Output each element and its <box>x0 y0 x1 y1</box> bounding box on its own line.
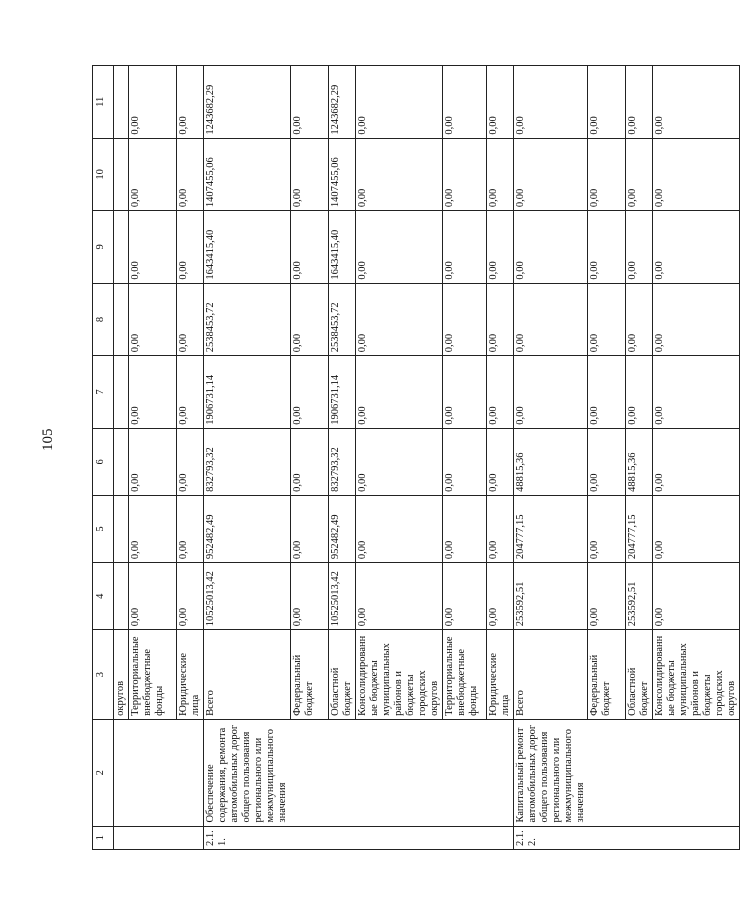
value-cell: 952482,49 <box>204 495 291 562</box>
value-cell: 0,00 <box>588 66 626 139</box>
source-cell: Территориальные внебюджетные фонды <box>442 630 486 720</box>
value-cell: 0,00 <box>653 66 740 139</box>
value-cell: 0,00 <box>129 283 177 356</box>
value-cell: 0,00 <box>355 428 442 495</box>
row-name-cell <box>177 719 204 826</box>
value-cell: 204777,15 <box>513 495 588 562</box>
table-row <box>355 66 442 850</box>
table-row <box>177 66 204 850</box>
value-cell: 253592,51 <box>626 563 653 630</box>
value-cell: 0,00 <box>588 428 626 495</box>
value-cell <box>114 283 129 356</box>
table-row <box>486 66 513 850</box>
row-id-cell <box>290 826 328 849</box>
row-name-cell <box>290 719 328 826</box>
value-cell: 0,00 <box>486 211 513 284</box>
header-cell: 5 <box>93 495 114 562</box>
source-cell: Юридические лица <box>486 630 513 720</box>
value-cell <box>114 428 129 495</box>
table-body <box>114 66 740 850</box>
value-cell: 0,00 <box>442 563 486 630</box>
value-cell: 0,00 <box>129 66 177 139</box>
value-cell: 0,00 <box>442 356 486 429</box>
header-cell: 11 <box>93 66 114 139</box>
value-cell: 0,00 <box>486 563 513 630</box>
value-cell: 0,00 <box>355 283 442 356</box>
source-cell: округов <box>114 630 129 720</box>
value-cell: 0,00 <box>588 283 626 356</box>
value-cell: 0,00 <box>129 138 177 211</box>
source-cell: Юридические лица <box>177 630 204 720</box>
row-name-cell <box>626 719 653 826</box>
value-cell: 0,00 <box>355 356 442 429</box>
row-id-cell: 2.1.1. <box>204 826 291 849</box>
table-row <box>653 66 740 850</box>
value-cell: 1906731,14 <box>204 356 291 429</box>
row-name-cell <box>653 719 740 826</box>
header-cell: 4 <box>93 563 114 630</box>
value-cell: 0,00 <box>653 211 740 284</box>
row-name-cell <box>486 719 513 826</box>
value-cell: 0,00 <box>486 283 513 356</box>
value-cell: 0,00 <box>290 495 328 562</box>
value-cell: 0,00 <box>626 211 653 284</box>
source-cell: Консолидированные бюджеты муниципальных районов и бюджеты городских округов <box>653 630 740 720</box>
value-cell: 1407455,06 <box>328 138 355 211</box>
row-id-cell <box>626 826 653 849</box>
value-cell: 253592,51 <box>513 563 588 630</box>
value-cell: 204777,15 <box>626 495 653 562</box>
value-cell: 0,00 <box>290 563 328 630</box>
row-name-cell <box>129 719 177 826</box>
value-cell <box>114 138 129 211</box>
value-cell: 0,00 <box>588 563 626 630</box>
table-row <box>290 66 328 850</box>
value-cell: 1643415,40 <box>328 211 355 284</box>
row-id-cell <box>486 826 513 849</box>
value-cell: 0,00 <box>290 66 328 139</box>
value-cell: 0,00 <box>653 495 740 562</box>
value-cell: 0,00 <box>588 211 626 284</box>
value-cell: 0,00 <box>129 356 177 429</box>
value-cell <box>114 563 129 630</box>
value-cell: 1243682,29 <box>328 66 355 139</box>
value-cell: 10525013,42 <box>204 563 291 630</box>
value-cell: 0,00 <box>442 283 486 356</box>
source-cell: Всего <box>513 630 588 720</box>
row-name-cell <box>442 719 486 826</box>
rotated-table-container <box>92 65 737 850</box>
value-cell: 0,00 <box>355 495 442 562</box>
value-cell: 0,00 <box>442 428 486 495</box>
value-cell: 952482,49 <box>328 495 355 562</box>
value-cell: 0,00 <box>355 138 442 211</box>
value-cell: 0,00 <box>177 138 204 211</box>
value-cell: 0,00 <box>588 356 626 429</box>
value-cell: 0,00 <box>290 356 328 429</box>
table-row <box>129 66 177 850</box>
value-cell: 0,00 <box>177 495 204 562</box>
row-id-cell <box>442 826 486 849</box>
row-id-cell <box>653 826 740 849</box>
value-cell: 0,00 <box>486 495 513 562</box>
source-cell: Всего <box>204 630 291 720</box>
header-cell: 7 <box>93 356 114 429</box>
source-cell: Федеральный бюджет <box>290 630 328 720</box>
value-cell: 2538453,72 <box>204 283 291 356</box>
value-cell: 0,00 <box>626 66 653 139</box>
header-cell: 3 <box>93 630 114 720</box>
value-cell <box>114 211 129 284</box>
value-cell: 0,00 <box>177 66 204 139</box>
value-cell: 0,00 <box>486 138 513 211</box>
value-cell: 1407455,06 <box>204 138 291 211</box>
header-cell: 2 <box>93 719 114 826</box>
row-id-cell <box>129 826 177 849</box>
value-cell: 48815,36 <box>626 428 653 495</box>
table-row <box>328 66 355 850</box>
table-row <box>442 66 486 850</box>
row-id-cell <box>177 826 204 849</box>
source-cell: Консолидированные бюджеты муниципальных районов и бюджеты городских округов <box>355 630 442 720</box>
value-cell: 0,00 <box>177 356 204 429</box>
source-cell: Областной бюджет <box>626 630 653 720</box>
value-cell: 48815,36 <box>513 428 588 495</box>
table-row <box>513 66 588 850</box>
value-cell: 1643415,40 <box>204 211 291 284</box>
header-cell: 10 <box>93 138 114 211</box>
value-cell: 0,00 <box>442 495 486 562</box>
value-cell: 0,00 <box>290 138 328 211</box>
value-cell: 1243682,29 <box>204 66 291 139</box>
source-cell: Федеральный бюджет <box>588 630 626 720</box>
value-cell: 10525013,42 <box>328 563 355 630</box>
value-cell: 0,00 <box>442 66 486 139</box>
value-cell: 0,00 <box>653 138 740 211</box>
value-cell: 0,00 <box>653 563 740 630</box>
value-cell: 0,00 <box>588 495 626 562</box>
value-cell: 832793,32 <box>204 428 291 495</box>
value-cell: 0,00 <box>626 283 653 356</box>
value-cell <box>114 495 129 562</box>
source-cell: Областной бюджет <box>328 630 355 720</box>
row-name-cell <box>328 719 355 826</box>
value-cell <box>114 356 129 429</box>
value-cell: 0,00 <box>513 211 588 284</box>
header-cell: 6 <box>93 428 114 495</box>
value-cell: 0,00 <box>177 211 204 284</box>
value-cell: 0,00 <box>129 428 177 495</box>
table-row <box>626 66 653 850</box>
row-name-cell <box>588 719 626 826</box>
value-cell: 1906731,14 <box>328 356 355 429</box>
source-cell: Территориальные внебюджетные фонды <box>129 630 177 720</box>
row-id-cell <box>588 826 626 849</box>
row-name-cell <box>114 719 129 826</box>
table-row <box>588 66 626 850</box>
value-cell: 0,00 <box>177 428 204 495</box>
header-cell: 9 <box>93 211 114 284</box>
value-cell: 0,00 <box>653 283 740 356</box>
value-cell: 2538453,72 <box>328 283 355 356</box>
value-cell: 0,00 <box>129 211 177 284</box>
value-cell: 0,00 <box>355 211 442 284</box>
value-cell: 0,00 <box>442 138 486 211</box>
value-cell <box>114 66 129 139</box>
value-cell: 0,00 <box>588 138 626 211</box>
table-row <box>114 66 129 850</box>
value-cell: 0,00 <box>486 428 513 495</box>
value-cell: 0,00 <box>177 563 204 630</box>
header-row <box>93 66 114 850</box>
value-cell: 0,00 <box>513 283 588 356</box>
header-cell: 8 <box>93 283 114 356</box>
table-row <box>204 66 291 850</box>
value-cell: 0,00 <box>486 356 513 429</box>
row-id-cell <box>355 826 442 849</box>
value-cell: 0,00 <box>513 356 588 429</box>
value-cell: 832793,32 <box>328 428 355 495</box>
value-cell: 0,00 <box>513 66 588 139</box>
row-id-cell <box>114 826 129 849</box>
row-id-cell: 2.1.2. <box>513 826 588 849</box>
value-cell: 0,00 <box>486 66 513 139</box>
value-cell: 0,00 <box>626 356 653 429</box>
value-cell: 0,00 <box>177 283 204 356</box>
row-name-cell: Обеспечение содержания, ремонта автомобильных дорог общего пользования регионального или межмуниципального значения <box>204 719 291 826</box>
value-cell: 0,00 <box>513 138 588 211</box>
value-cell: 0,00 <box>355 563 442 630</box>
row-id-cell <box>328 826 355 849</box>
row-name-cell: Капитальный ремонт автомобильных дорог общего пользования регионального или межмуниципального значения <box>513 719 588 826</box>
value-cell: 0,00 <box>442 211 486 284</box>
value-cell: 0,00 <box>290 428 328 495</box>
value-cell: 0,00 <box>290 283 328 356</box>
value-cell: 0,00 <box>653 428 740 495</box>
value-cell: 0,00 <box>290 211 328 284</box>
value-cell: 0,00 <box>129 563 177 630</box>
value-cell: 0,00 <box>626 138 653 211</box>
value-cell: 0,00 <box>129 495 177 562</box>
budget-table <box>92 65 740 850</box>
page-number: 105 <box>40 428 56 451</box>
value-cell: 0,00 <box>653 356 740 429</box>
row-name-cell <box>355 719 442 826</box>
header-cell: 1 <box>93 826 114 849</box>
value-cell: 0,00 <box>355 66 442 139</box>
